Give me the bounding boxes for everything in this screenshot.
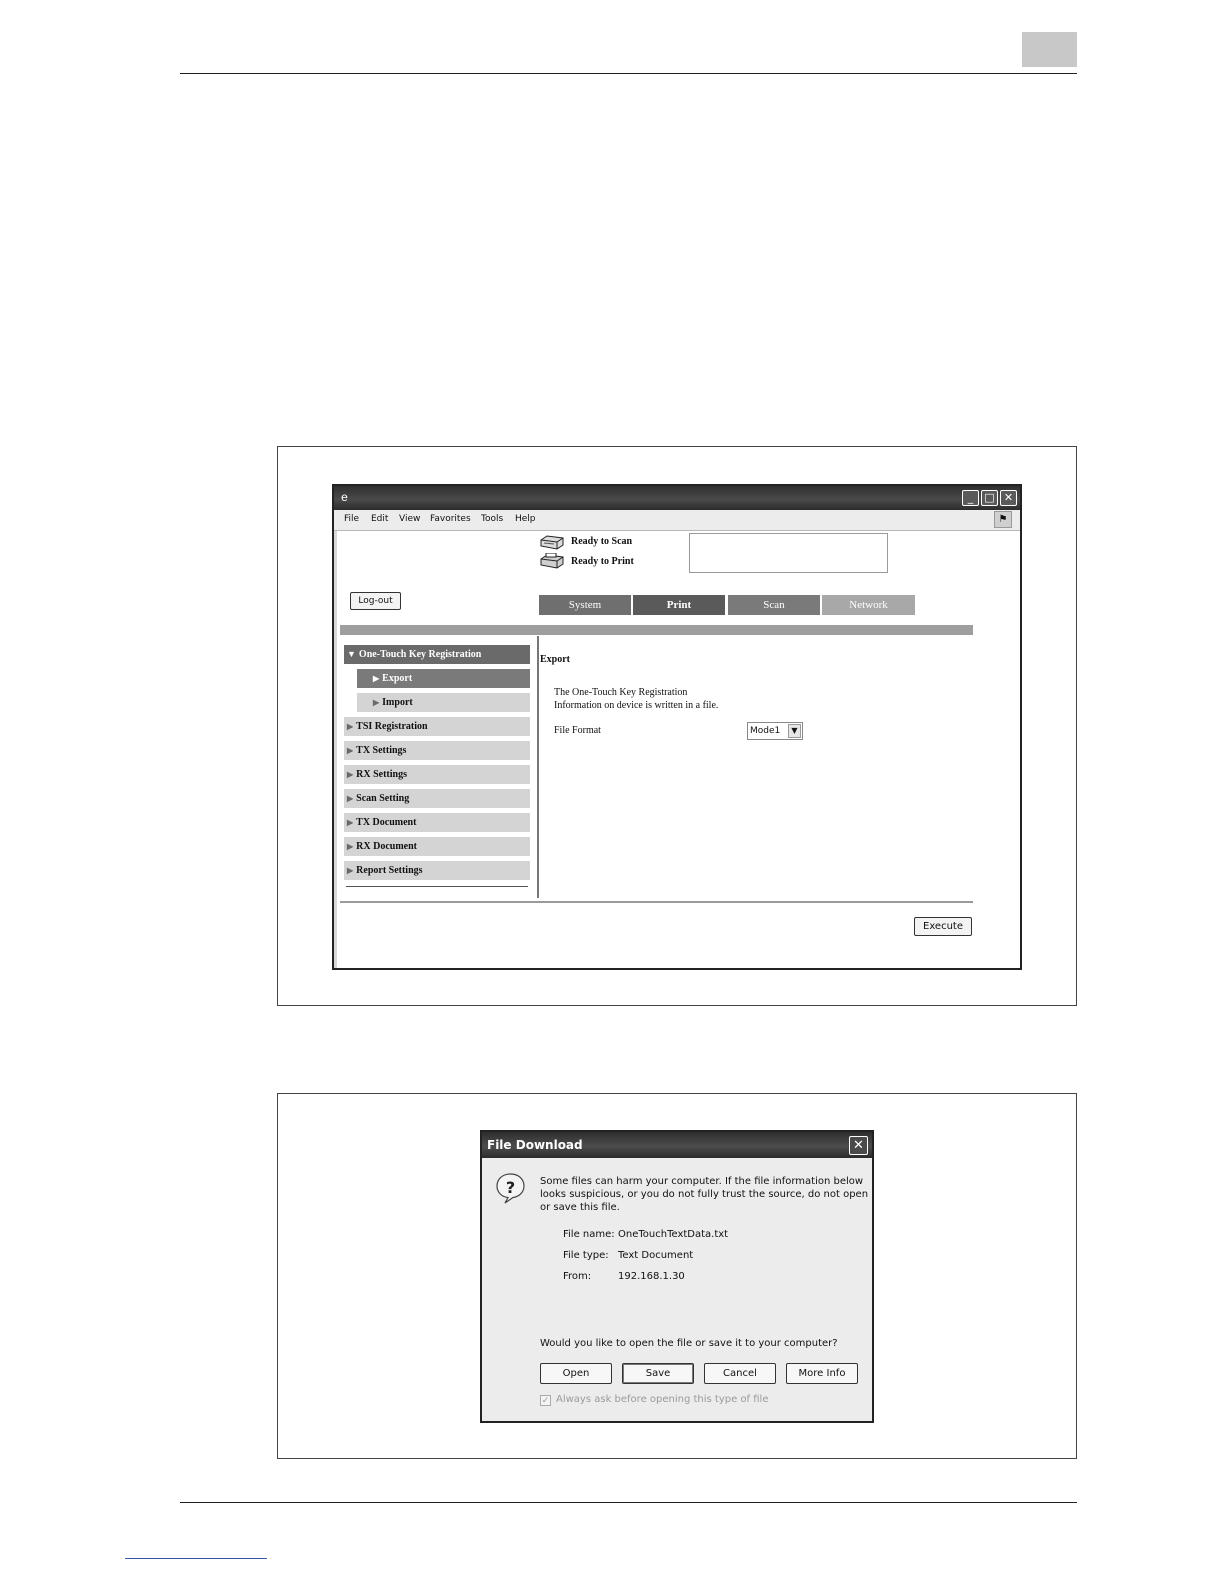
file-format-select[interactable] [747,722,803,740]
tab-bar-rule [340,625,973,635]
execute-button[interactable]: Execute [914,917,972,936]
triangle-right-icon: ▶ [347,722,354,731]
browser-app-icon: e [341,490,348,504]
triangle-right-icon: ▶ [347,770,354,779]
menu-file[interactable]: File [344,514,360,524]
sidebar-item-report-settings[interactable] [344,861,530,880]
sidebar-item-tsi-registration[interactable] [344,717,530,736]
menu-favorites[interactable]: Favorites [430,514,471,524]
sidebar-item-tx-document[interactable] [344,813,530,832]
page-title: Export [540,654,570,665]
footer-divider [340,901,973,903]
menu-view[interactable]: View [399,514,421,524]
question-icon [495,1172,526,1205]
triangle-right-icon: ▶ [373,698,380,707]
sidebar-item-label: Report Settings [356,865,423,876]
sidebar-item-label: Export [382,673,413,684]
triangle-right-icon: ▶ [347,866,354,875]
sidebar-item-label: RX Settings [356,769,407,780]
menu-edit[interactable]: Edit [371,514,389,524]
status-print: Ready to Print [571,556,634,567]
browser-titlebar [334,486,1020,510]
triangle-right-icon: ▶ [347,794,354,803]
footer-link-underline [125,1558,267,1559]
chevron-down-icon[interactable]: ▼ [788,724,801,738]
always-ask-checkbox[interactable]: ✓ [541,1395,550,1405]
sidebar-item-rx-settings[interactable] [344,765,530,784]
triangle-down-icon: ▼ [347,649,356,659]
file-name-value: OneTouchTextData.txt [618,1229,729,1240]
triangle-right-icon: ▶ [347,842,354,851]
tab-system[interactable]: System [539,595,631,615]
sidebar-item-label: One-Touch Key Registration [358,649,482,660]
file-name-label: File name: [563,1229,615,1240]
status-scan: Ready to Scan [571,536,633,547]
triangle-right-icon: ▶ [347,818,354,827]
tab-network[interactable]: Network [822,595,915,615]
export-description [554,686,718,712]
sidebar-item-label: TX Settings [356,745,407,756]
sidebar-item-export[interactable] [357,669,530,688]
description-line: Information on device is written in a file. [554,700,719,711]
menu-help[interactable]: Help [515,514,536,524]
dialog-warning-text: Some files can harm your computer. If the file information below looks suspicious, or you do not fully trust the source, do not open or save this file. [540,1176,869,1213]
more-info-button[interactable]: More Info [786,1363,858,1384]
file-format-value: Mode1 [750,726,781,736]
always-ask-label: Always ask before opening this type of file [556,1394,769,1405]
from-label: From: [563,1271,592,1282]
file-type-label: File type: [563,1250,609,1261]
open-button[interactable]: Open [540,1363,612,1384]
cancel-button[interactable]: Cancel [704,1363,776,1384]
triangle-right-icon: ▶ [373,674,380,683]
sidebar-item-label: Import [382,697,413,708]
sidebar-item-rx-document[interactable] [344,837,530,856]
content-edge [334,531,337,968]
sidebar-item-scan-setting[interactable] [344,789,530,808]
description-line: The One-Touch Key Registration [554,687,688,698]
sidebar-item-label: RX Document [356,841,417,852]
file-type-value: Text Document [618,1250,694,1261]
dialog-title: File Download [482,1132,872,1158]
sidebar-item-import[interactable] [357,693,530,712]
file-download-dialog [480,1130,874,1423]
sidebar-item-label: Scan Setting [356,793,410,804]
logout-button[interactable]: Log-out [350,592,401,610]
printer-icon [539,553,565,569]
svg-text:?: ? [505,1178,516,1197]
close-button[interactable]: ✕ [1000,490,1017,506]
scanner-icon [539,534,565,550]
sidebar-bottom-rule [346,886,528,887]
status-message-box [689,533,888,573]
dialog-question-text: Would you like to open the file or save it to your computer? [540,1338,838,1349]
dialog-close-button[interactable]: ✕ [849,1136,868,1155]
save-button[interactable]: Save [622,1363,694,1384]
file-format-label: File Format [554,725,601,736]
menu-tools[interactable]: Tools [481,514,504,524]
sidebar-item-tx-settings[interactable] [344,741,530,760]
windows-logo-icon: ⚑ [994,511,1012,528]
sidebar-item-one-touch-key-registration[interactable] [344,645,530,664]
header-rule [180,73,1077,74]
footer-rule [180,1502,1077,1503]
sidebar-item-label: TSI Registration [356,721,428,732]
sidebar-divider [537,636,539,898]
minimize-button[interactable]: _ [962,490,979,506]
triangle-right-icon: ▶ [347,746,354,755]
tab-print[interactable]: Print [633,595,725,615]
browser-window [332,484,1022,970]
from-value: 192.168.1.30 [618,1271,685,1282]
chapter-tab [1022,32,1077,67]
maximize-button[interactable]: □ [981,490,998,506]
menu-bar [334,510,1020,531]
tab-scan[interactable]: Scan [728,595,820,615]
sidebar-item-label: TX Document [356,817,417,828]
